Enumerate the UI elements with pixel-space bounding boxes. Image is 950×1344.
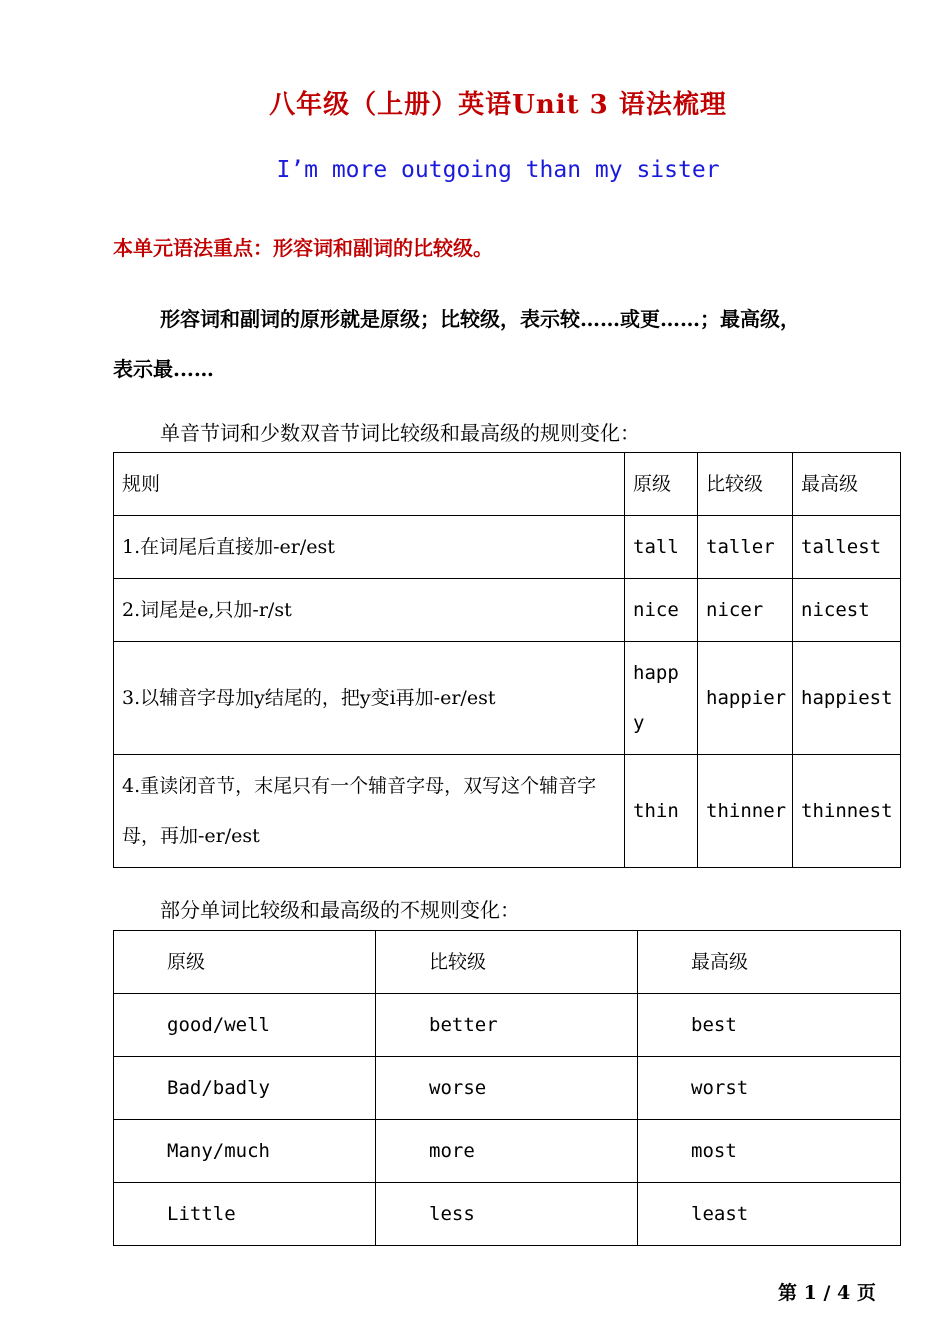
- header-positive: 原级: [114, 931, 376, 994]
- comparative-cell: more: [376, 1120, 638, 1183]
- table-row: [114, 579, 901, 642]
- table-row: [114, 516, 901, 579]
- positive-cell: Bad/badly: [114, 1057, 376, 1120]
- superlative-cell: tallest: [793, 516, 901, 579]
- comparative-cell: happier: [698, 642, 793, 755]
- rule-cell: 3.以辅音字母加y结尾的，把y变i再加-er/est: [114, 642, 625, 755]
- superlative-cell: worst: [638, 1057, 901, 1120]
- comparative-cell: thinner: [698, 755, 793, 868]
- superlative-cell: best: [638, 994, 901, 1057]
- comparative-cell: nicer: [698, 579, 793, 642]
- positive-cell: thin: [625, 755, 698, 868]
- superlative-cell: thinnest: [793, 755, 901, 868]
- header-superlative: 最高级: [793, 453, 901, 516]
- rule-cell: 4.重读闭音节，末尾只有一个辅音字母，双写这个辅音字母，再加-er/est: [114, 755, 625, 868]
- grammar-focus: 本单元语法重点：形容词和副词的比较级。: [113, 236, 493, 260]
- regular-table-caption: 单音节词和少数双音节词比较级和最高级的规则变化：: [160, 421, 640, 445]
- regular-rules-table: [113, 452, 901, 868]
- positive-cell: happy: [625, 642, 698, 755]
- irregular-table-caption: 部分单词比较级和最高级的不规则变化：: [160, 898, 520, 922]
- page-title: 八年级（上册）英语Unit 3 语法梳理: [269, 90, 727, 120]
- positive-cell: nice: [625, 579, 698, 642]
- page-number: 第 1 / 4 页: [778, 1282, 876, 1304]
- table-row: [114, 642, 901, 755]
- comparative-cell: less: [376, 1183, 638, 1246]
- intro-line-1: 形容词和副词的原形就是原级；比较级，表示较……或更……；最高级，: [160, 307, 800, 331]
- irregular-forms-table: [113, 930, 901, 1246]
- intro-line-2: 表示最...…: [113, 357, 214, 381]
- page-subtitle: I’m more outgoing than my sister: [276, 157, 720, 183]
- table-row: [114, 1183, 901, 1246]
- positive-cell: tall: [625, 516, 698, 579]
- superlative-cell: happiest: [793, 642, 901, 755]
- header-rule: 规则: [114, 453, 625, 516]
- header-comparative: 比较级: [698, 453, 793, 516]
- comparative-cell: better: [376, 994, 638, 1057]
- superlative-cell: nicest: [793, 579, 901, 642]
- table-row: [114, 994, 901, 1057]
- superlative-cell: most: [638, 1120, 901, 1183]
- table-row: [114, 1120, 901, 1183]
- table-header-row: [114, 931, 901, 994]
- header-superlative: 最高级: [638, 931, 901, 994]
- positive-cell: Little: [114, 1183, 376, 1246]
- table-header-row: [114, 453, 901, 516]
- positive-cell: Many/much: [114, 1120, 376, 1183]
- positive-cell: good/well: [114, 994, 376, 1057]
- superlative-cell: least: [638, 1183, 901, 1246]
- table-row: [114, 1057, 901, 1120]
- rule-cell: 2.词尾是e,只加-r/st: [114, 579, 625, 642]
- comparative-cell: taller: [698, 516, 793, 579]
- header-positive: 原级: [625, 453, 698, 516]
- header-comparative: 比较级: [376, 931, 638, 994]
- rule-cell: 1.在词尾后直接加-er/est: [114, 516, 625, 579]
- table-row: [114, 755, 901, 868]
- comparative-cell: worse: [376, 1057, 638, 1120]
